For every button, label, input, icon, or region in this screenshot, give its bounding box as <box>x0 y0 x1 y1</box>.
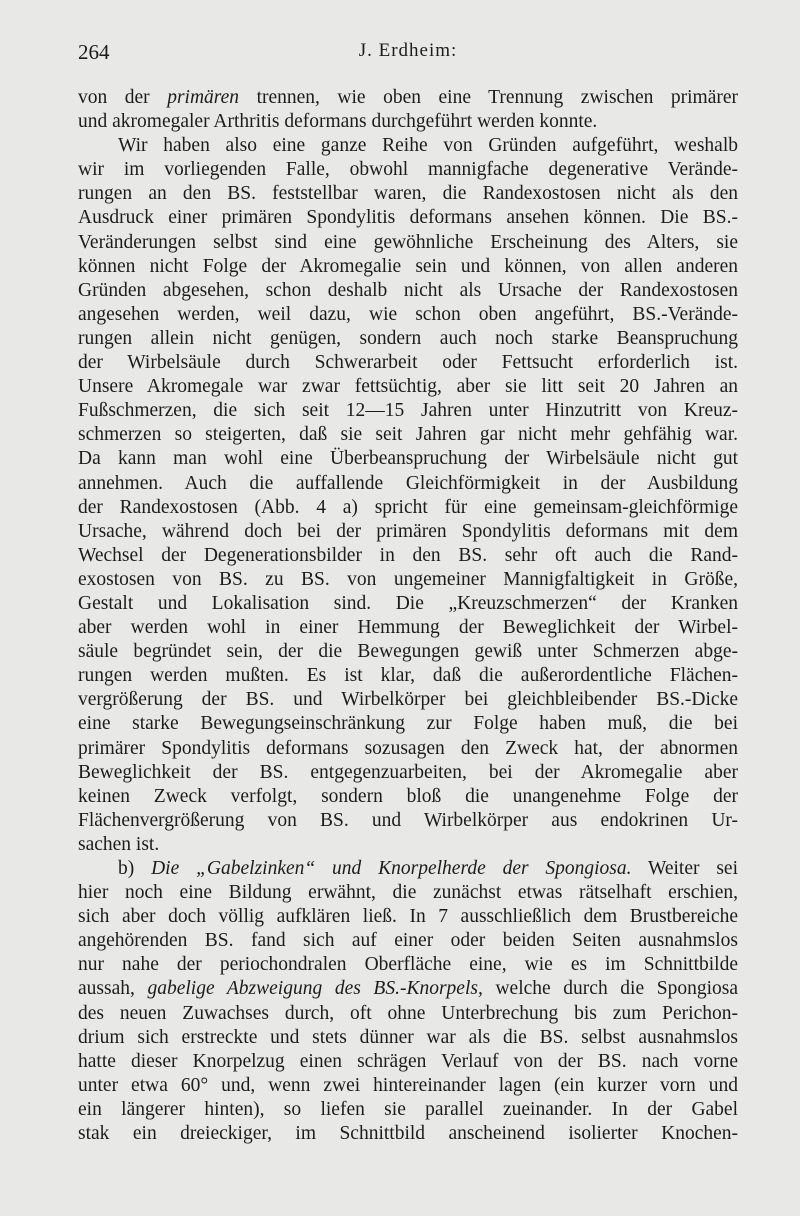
text-segment: aber werden wohl in einer Hemmung der Beweglichkeit der Wirbel- <box>78 617 738 639</box>
text-segment: angesehen werden, weil dazu, wie schon oben angeführt, BS.-Verände- <box>78 303 738 325</box>
text-line <box>78 857 738 881</box>
text-segment: ein längerer hinten), so liefen sie parallel zueinander. In der Gabel <box>78 1098 738 1120</box>
text-segment: Weiter sei <box>631 858 738 879</box>
text-segment: und akromegaler Arthritis deformans durchgeführt werden konnte. <box>78 111 598 133</box>
text-line <box>78 833 738 857</box>
text-segment: können nicht Folge der Akromegalie sein und können, von allen anderen <box>78 255 738 277</box>
text-line <box>78 712 738 736</box>
text-segment: Unsere Akromegale war zwar fettsüchtig, aber sie litt seit 20 Jahren an <box>78 376 738 398</box>
text-segment: exostosen von BS. zu BS. von ungemeiner Mannigfaltigkeit in Größe, <box>78 568 738 590</box>
text-line <box>78 110 738 134</box>
text-segment: Wechsel der Degenerationsbilder in den BS. sehr oft auch die Rand- <box>78 544 738 566</box>
text-line <box>78 231 738 255</box>
text-segment: Wir haben also eine ganze Reihe von Gründen aufgeführt, weshalb <box>118 135 738 157</box>
text-line <box>78 1002 738 1026</box>
body-text <box>78 86 738 1146</box>
text-segment: rungen werden mußten. Es ist klar, daß die außerordentliche Flächen- <box>78 665 738 687</box>
text-line <box>78 255 738 279</box>
text-line <box>78 134 738 158</box>
text-line <box>78 496 738 520</box>
text-segment: vergrößerung der BS. und Wirbelkörper bei gleichbleibender BS.-Dicke <box>78 689 738 711</box>
text-line <box>78 327 738 351</box>
text-segment: Da kann man wohl eine Überbeanspruchung der Wirbelsäule nicht gut <box>78 448 738 470</box>
text-segment: annehmen. Auch die auffallende Gleichförmigkeit in der Ausbildung <box>78 472 738 494</box>
page-number: 264 <box>78 40 110 64</box>
text-segment: Veränderungen selbst sind eine gewöhnliche Erscheinung des Alters, sie <box>78 231 738 253</box>
text-line <box>78 1098 738 1122</box>
text-line <box>78 375 738 399</box>
text-segment: von der <box>78 87 168 108</box>
text-line <box>78 881 738 905</box>
italic-text: primären <box>167 87 240 108</box>
text-line <box>78 929 738 953</box>
text-segment: stak ein dreieckiger, im Schnittbild anscheinend isolierter Knochen- <box>78 1123 738 1145</box>
text-segment: Ursache, während doch bei der primären Spondylitis deformans mit dem <box>78 520 738 542</box>
page-header <box>78 40 738 70</box>
text-segment: der Randexostosen (Abb. 4 a) spricht für eine gemeinsam-gleichförmige <box>78 496 738 518</box>
text-segment: Ausdruck einer primären Spondylitis deformans ansehen können. Die BS.- <box>78 207 738 229</box>
text-segment: angehörenden BS. fand sich auf einer oder beiden Seiten ausnahmslos <box>78 930 738 952</box>
text-segment: des neuen Zuwachses durch, oft ohne Unterbrechung bis zum Perichon- <box>78 1002 738 1024</box>
text-line <box>78 1074 738 1098</box>
text-line <box>78 953 738 977</box>
text-line <box>78 688 738 712</box>
text-line <box>78 616 738 640</box>
text-line <box>78 303 738 327</box>
text-segment: Fußschmerzen, die sich seit 12—15 Jahren unter Hinzutritt von Kreuz- <box>78 400 738 422</box>
text-line <box>78 785 738 809</box>
text-segment: nur nahe der periochondralen Oberfläche eine, wie es im Schnittbilde <box>78 954 738 976</box>
text-segment: sachen ist. <box>78 833 160 855</box>
text-line <box>78 640 738 664</box>
text-segment: hatte dieser Knorpelzug einen schrägen Verlauf von der BS. nach vorne <box>78 1050 738 1072</box>
text-segment: der Wirbelsäule durch Schwerarbeit oder Fettsucht erforderlich ist. <box>78 352 738 374</box>
text-segment: sich aber doch völlig aufklären ließ. In 7 ausschließlich dem Brustbereiche <box>78 906 738 928</box>
text-segment: aussah, <box>78 978 148 1000</box>
text-line <box>78 809 738 833</box>
text-line <box>78 351 738 375</box>
text-line <box>78 1026 738 1050</box>
text-segment: Gestalt und Lokalisation sind. Die „Kreuzschmerzen“ der Kranken <box>78 592 738 614</box>
text-segment: drium sich erstreckte und stets dünner war als die BS. selbst ausnahmslos <box>78 1026 738 1048</box>
text-segment: b) <box>118 858 152 879</box>
text-line <box>78 158 738 182</box>
text-line <box>78 520 738 544</box>
text-line <box>78 86 738 110</box>
text-line <box>78 568 738 592</box>
text-segment: primärer Spondylitis deformans sozusagen den Zweck hat, der abnormen <box>78 737 738 759</box>
text-segment: eine starke Bewegungseinschränkung zur Folge haben muß, die bei <box>78 713 738 735</box>
running-head: J. Erdheim: <box>358 40 458 61</box>
text-segment: welche durch die Spongiosa <box>482 978 738 1000</box>
text-line <box>78 977 738 1001</box>
text-line <box>78 664 738 688</box>
text-line <box>78 206 738 230</box>
text-line <box>78 737 738 761</box>
text-segment: schmerzen so steigerten, daß sie seit Jahren gar nicht mehr gehfähig war. <box>78 424 738 446</box>
text-line <box>78 182 738 206</box>
text-line <box>78 1122 738 1146</box>
text-segment: keinen Zweck verfolgt, sondern bloß die unangenehme Folge der <box>78 785 738 807</box>
text-line <box>78 399 738 423</box>
text-segment: Gründen abgesehen, schon deshalb nicht als Ursache der Randexostosen <box>78 279 738 301</box>
text-segment: trennen, wie oben eine Trennung zwischen primärer <box>239 87 738 108</box>
text-segment: wir im vorliegenden Falle, obwohl mannigfache degenerative Verände- <box>78 159 738 181</box>
text-line <box>78 544 738 568</box>
text-line <box>78 447 738 471</box>
text-line <box>78 1050 738 1074</box>
text-segment: rungen an den BS. feststellbar waren, die Randexostosen nicht als den <box>78 183 738 205</box>
text-line <box>78 279 738 303</box>
text-line <box>78 472 738 496</box>
text-segment: Flächenvergrößerung von BS. und Wirbelkörper aus endokrinen Ur- <box>78 809 738 831</box>
text-segment: Beweglichkeit der BS. entgegenzuarbeiten, bei der Akromegalie aber <box>78 761 738 783</box>
text-line <box>78 905 738 929</box>
text-segment: säule begründet sein, der die Bewegungen gewiß unter Schmerzen abge- <box>78 641 738 663</box>
italic-text: Die „Gabelzinken“ und Knorpelherde der Spongiosa. <box>151 858 632 879</box>
text-segment: unter etwa 60° und, wenn zwei hintereinander lagen (ein kurzer vorn und <box>78 1074 738 1096</box>
italic-text: gabelige Abzweigung des BS.-Knorpels, <box>147 978 483 1000</box>
text-segment: hier noch eine Bildung erwähnt, die zunächst etwas rätselhaft erschien, <box>78 882 738 904</box>
text-line <box>78 423 738 447</box>
text-line <box>78 592 738 616</box>
text-line <box>78 761 738 785</box>
text-segment: rungen allein nicht genügen, sondern auch noch starke Beanspruchung <box>78 327 738 349</box>
